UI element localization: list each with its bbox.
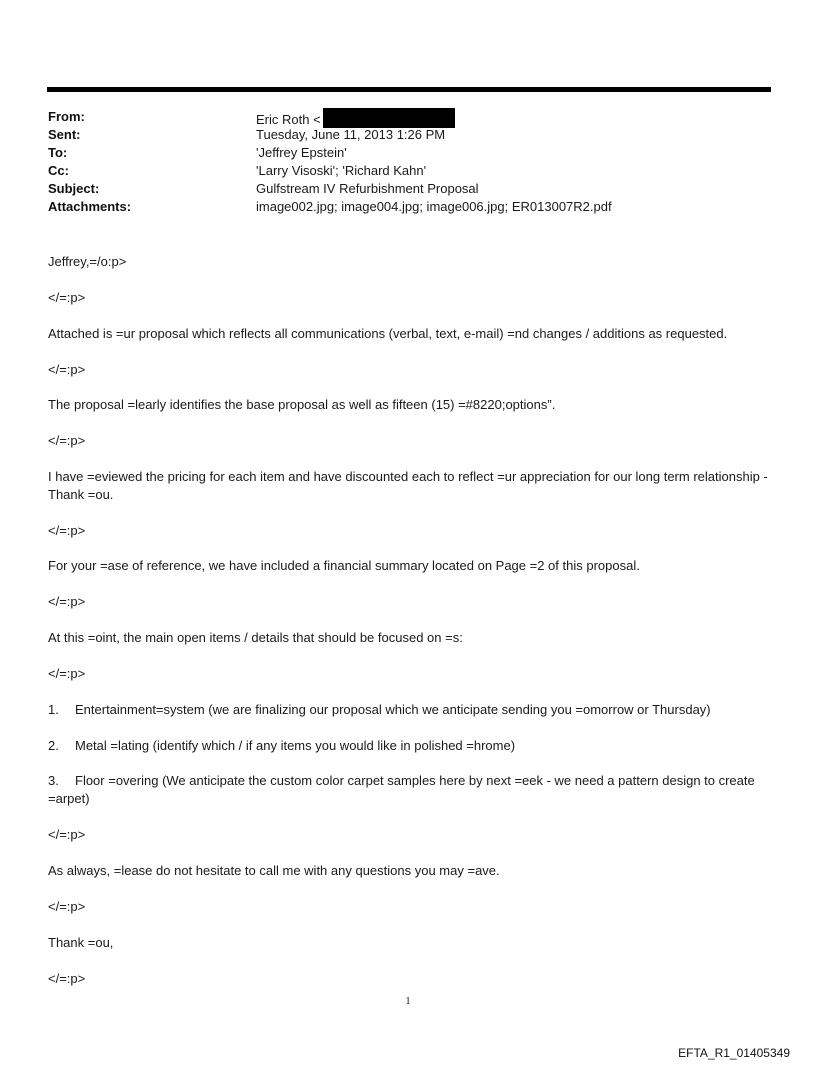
- bates-number: EFTA_R1_01405349: [678, 1046, 790, 1060]
- sent-row: [48, 126, 768, 144]
- to-row: [48, 144, 768, 162]
- paragraph-reference: For your =ase of reference, we have included a financial summary located on Page =2 of this proposal.: [48, 558, 640, 573]
- paragraph-tag: </=:p>: [48, 827, 86, 842]
- paragraph-tag: </=:p>: [48, 523, 86, 538]
- paragraph-tag: </=:p>: [48, 290, 86, 305]
- paragraph-proposal: The proposal =learly identifies the base proposal as well as fifteen (15) =#8220;options”.: [48, 397, 556, 412]
- list-number: 3.: [48, 773, 59, 788]
- paragraph-tag: </=:p>: [48, 971, 86, 986]
- sent-value: Tuesday, June 11, 2013 1:26 PM: [256, 127, 446, 142]
- subject-label: Subject:: [48, 181, 100, 196]
- page-number: 1: [405, 995, 411, 1007]
- sent-label: Sent:: [48, 127, 81, 142]
- attachments-label: Attachments:: [48, 199, 132, 214]
- cc-value: 'Larry Visoski'; 'Richard Kahn': [256, 163, 427, 178]
- paragraph-tag: </=:p>: [48, 899, 86, 914]
- paragraph-tag: </=:p>: [48, 666, 86, 681]
- paragraph-tag: </=:p>: [48, 362, 86, 377]
- list-number: 2.: [48, 738, 59, 753]
- to-label: To:: [48, 145, 68, 160]
- cc-label: Cc:: [48, 163, 69, 178]
- list-item: [48, 701, 768, 719]
- cc-row: [48, 162, 768, 180]
- attachments-value: image002.jpg; image004.jpg; image006.jpg; ER013007R2.pdf: [256, 199, 612, 214]
- email-header: [48, 108, 768, 216]
- from-value: [256, 108, 455, 126]
- redaction-box: [323, 108, 455, 128]
- subject-row: [48, 180, 768, 198]
- subject-value: Gulfstream IV Refurbishment Proposal: [256, 181, 479, 196]
- paragraph-tag: </=:p>: [48, 594, 86, 609]
- greeting: Jeffrey,=/o:p>: [48, 254, 127, 269]
- paragraph-always: As always, =lease do not hesitate to call me with any questions you may =ave.: [48, 863, 500, 878]
- to-value: 'Jeffrey Epstein': [256, 145, 347, 160]
- from-label: From:: [48, 109, 85, 124]
- from-row: [48, 108, 768, 126]
- list-text: Metal =lating (identify which / if any items you would like in polished =hrome): [75, 738, 516, 753]
- list-item: [48, 737, 768, 755]
- from-name: Eric Roth <: [256, 112, 321, 127]
- paragraph-reviewed: I have =eviewed the pricing for each item and have discounted each to reflect =ur appreciation for our long term relationship - Thank =ou.: [48, 469, 768, 502]
- list-number: 1.: [48, 702, 59, 717]
- paragraph-open-items: At this =oint, the main open items / details that should be focused on =s:: [48, 630, 463, 645]
- paragraph-thanks: Thank =ou,: [48, 935, 114, 950]
- header-rule: [47, 87, 771, 92]
- list-text: Floor =overing (We anticipate the custom color carpet samples here by next =eek - we need a pattern design to create =arpet): [48, 773, 755, 806]
- paragraph-attached: Attached is =ur proposal which reflects all communications (verbal, text, e-mail) =nd changes / additions as requested.: [48, 326, 728, 341]
- list-text: Entertainment=system (we are finalizing our proposal which we anticipate sending you =omorrow or Thursday): [75, 702, 711, 717]
- list-item: [48, 772, 768, 808]
- paragraph-tag: </=:p>: [48, 433, 86, 448]
- attachments-row: [48, 198, 768, 216]
